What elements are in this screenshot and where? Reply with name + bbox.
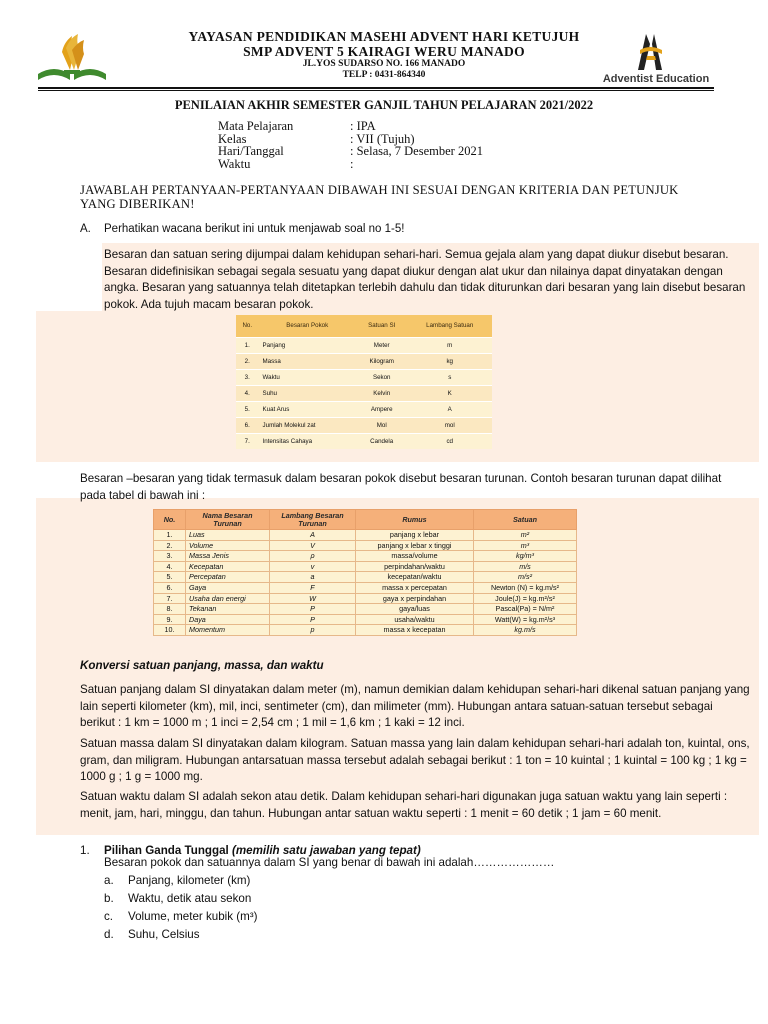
header-address: JL.YOS SUDARSO NO. 166 MANADO (302, 59, 466, 69)
question-1-heading: 1. Pilihan Ganda Tunggal (memilih satu jawaban yang tepat) (80, 844, 421, 857)
table-row: 2. Massa Kilogram kg (236, 353, 492, 369)
meta-row: Kelas : VII (Tujuh) (218, 131, 415, 146)
table-row: 4. Kecepatan v perpindahan/waktu m/s (154, 561, 577, 572)
instruction: JAWABLAH PERTANYAAN-PERTANYAAN DIBAWAH INI SESUAI DENGAN KRITERIA DAN PETUNJUK YANG DIBERIKAN! (80, 183, 679, 211)
table-row: 6. Jumlah Molekul zat Mol mol (236, 417, 492, 433)
passage-paragraph-1: Besaran dan satuan sering dijumpai dalam kehidupan sehari-hari. Semua gejala alam yang dapat diukur disebut besaran. Besaran didefinisikan sebagai segala sesuatu yang dapat diukur dengan alat ukur dan nilainya dapat dinyatakan dengan angka. Besaran yang satuannya telah ditetapkan terlebih dahulu dan tidak diturunkan dari besaran yang lain disebut besaran pokok. Ada tujuh macam besaran pokok. (104, 248, 746, 311)
table-row: 5. Percepatan a kecepatan/waktu m/s² (154, 572, 577, 583)
meta-row: Mata Pelajaran : IPA (218, 119, 376, 133)
option-a: a. Panjang, kilometer (km) (104, 874, 251, 887)
table-header: Nama Besaran Turunan (186, 510, 270, 530)
logo-text: Adventist Education (602, 73, 710, 85)
meta-row: Waktu : (218, 156, 354, 171)
adventist-education-logo-icon (600, 30, 712, 86)
table-row: 4. Suhu Kelvin K (236, 385, 492, 401)
option-c: c. Volume, meter kubik (m³) (104, 910, 258, 923)
table-header: Lambang Satuan (407, 315, 492, 337)
passage-paragraph-5: Satuan waktu dalam SI adalah sekon atau detik. Dalam kehidupan sehari-hari digunakan juga satuan waktu yang lain seperti : menit, jam, hari, minggu, dan tahun. Hubungan antar satuan waktu seperti : 1 menit = 60 detik ; 1 jam = 60 menit. (80, 790, 728, 820)
table-row: 2. Volume V panjang x lebar x tinggi m³ (154, 540, 577, 551)
besaran-turunan-table (153, 509, 577, 636)
shade-gap (36, 243, 102, 311)
table-header: No. (154, 510, 186, 530)
table-header: Satuan SI (356, 315, 408, 337)
table-row: 7. Intensitas Cahaya Candela cd (236, 433, 492, 449)
letterhead (0, 26, 768, 84)
table-row: 1. Luas A panjang x lebar m² (154, 530, 577, 541)
question-1-stem: Besaran pokok dan satuannya dalam SI yang benar di bawah ini adalah………………… (104, 856, 555, 869)
header-rule (38, 87, 714, 89)
exam-meta (218, 120, 483, 170)
table-row: 5. Kuat Arus Ampere A (236, 401, 492, 417)
table-header: Lambang Besaran Turunan (270, 510, 356, 530)
table-header: Besaran Pokok (259, 315, 356, 337)
passage-paragraph-4: Satuan massa dalam SI dinyatakan dalam kilogram. Satuan massa yang lain dalam kehidupan sehari-hari adalah ton, kuintal, ons, gram, dan miligram. Hubungan antarsatuan massa tersebut adalah sebagai berikut : 1 ton = 10 kuintal ; 1 kuintal = 100 kg ; 1 kg = 1000 g ; 1 g = 1000 mg. (80, 737, 750, 784)
table-row: 7. Usaha dan energi W gaya x perpindahan Joule(J) = kg.m²/s² (154, 593, 577, 604)
question-1-options (104, 872, 258, 944)
table-row: 10. Momentum p massa x kecepatan kg.m/s (154, 625, 577, 636)
table-row: 3. Massa Jenis ρ massa/volume kg/m³ (154, 551, 577, 562)
table-header: Rumus (356, 510, 474, 530)
table-row: 6. Gaya F massa x percepatan Newton (N) = kg.m/s² (154, 582, 577, 593)
passage-paragraph-3: Satuan panjang dalam SI dinyatakan dalam meter (m), namun demikian dalam kehidupan sehari-hari dikenal satuan panjang yang lain seperti kilometer (km), mil, inci, sentimeter (cm), dan milimeter (mm). Hubungan antara satuan-satuan tersebut sebagai berikut : 1 km = 1000 m ; 1 inci = 2,54 cm ; 1 mil = 1,6 km ; 1 kaki = 12 inci. (80, 683, 750, 730)
table-row: 1. Panjang Meter m (236, 337, 492, 353)
exam-title: PENILAIAN AKHIR SEMESTER GANJIL TAHUN PELAJARAN 2021/2022 (174, 98, 594, 112)
passage-paragraph-2: Besaran –besaran yang tidak termasuk dalam besaran pokok disebut besaran turunan. Contoh besaran turunan dapat dilihat pada tabel di bawah ini : (80, 472, 722, 502)
table-header: No. (236, 315, 259, 337)
table-row: 8. Tekanan P gaya/luas Pascal(Pa) = N/m² (154, 604, 577, 615)
header-line-1: YAYASAN PENDIDIKAN MASEHI ADVENT HARI KETUJUH (188, 29, 580, 44)
header-line-2: SMP ADVENT 5 KAIRAGI WERU MANADO (243, 44, 525, 59)
option-b: b. Waktu, detik atau sekon (104, 892, 252, 905)
konversi-heading: Konversi satuan panjang, massa, dan waktu (80, 659, 324, 672)
header-rule-thin (38, 90, 714, 91)
table-row: 9. Daya P usaha/waktu Watt(W) = kg.m²/s³ (154, 614, 577, 625)
table-header: Satuan (474, 510, 577, 530)
meta-row: Hari/Tanggal : Selasa, 7 Desember 2021 (218, 144, 483, 158)
header-phone: TELP : 0431-864340 (342, 70, 426, 80)
option-d: d. Suhu, Celsius (104, 928, 200, 941)
section-a-instruction: A. Perhatikan wacana berikut ini untuk menjawab soal no 1-5! (80, 223, 405, 235)
besaran-pokok-table (236, 315, 492, 449)
table-row: 3. Waktu Sekon s (236, 369, 492, 385)
